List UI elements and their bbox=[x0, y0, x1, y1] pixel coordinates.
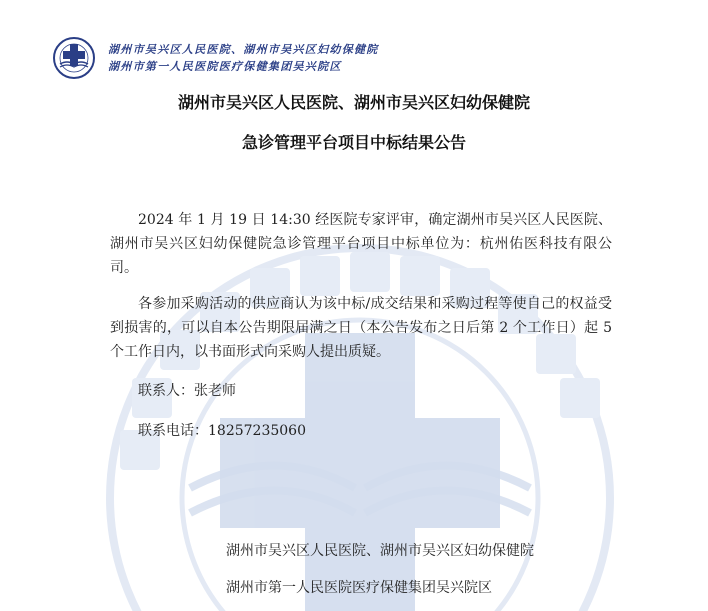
contact-person: 联系人：张老师 bbox=[138, 383, 236, 399]
announcement-paragraph-2: 各参加采购活动的供应商认为该中标/成交结果和采购过程等使自己的权益受到损害的，可以自本公告期限届满之日（本公告发布之日后第 2 个工作日）起 5 个工作日内，以书面形式向采购人提出质疑。 bbox=[110, 296, 612, 360]
signature-line-1: 湖州市吴兴区人民医院、湖州市吴兴区妇幼保健院 bbox=[226, 543, 534, 559]
document-title-line-1: 湖州市吴兴区人民医院、湖州市吴兴区妇幼保健院 bbox=[177, 93, 530, 112]
letterhead-line-1: 湖州市吴兴区人民医院、湖州市吴兴区妇幼保健院 bbox=[108, 43, 379, 56]
announcement-paragraph-1: 2024 年 1 月 19 日 14:30 经医院专家评审，确定湖州市吴兴区人民医院、湖州市吴兴区妇幼保健院急诊管理平台项目中标单位为：杭州佑医科技有限公司。 bbox=[110, 212, 612, 276]
letterhead bbox=[48, 36, 468, 82]
signature-line-2: 湖州市第一人民医院医疗保健集团吴兴院区 bbox=[226, 580, 492, 596]
hospital-logo-icon bbox=[50, 36, 98, 80]
letterhead-line-2: 湖州市第一人民医院医疗保健集团吴兴院区 bbox=[108, 60, 342, 73]
document-title-line-2: 急诊管理平台项目中标结果公告 bbox=[241, 133, 466, 152]
contact-phone: 联系电话：18257235060 bbox=[138, 423, 306, 439]
